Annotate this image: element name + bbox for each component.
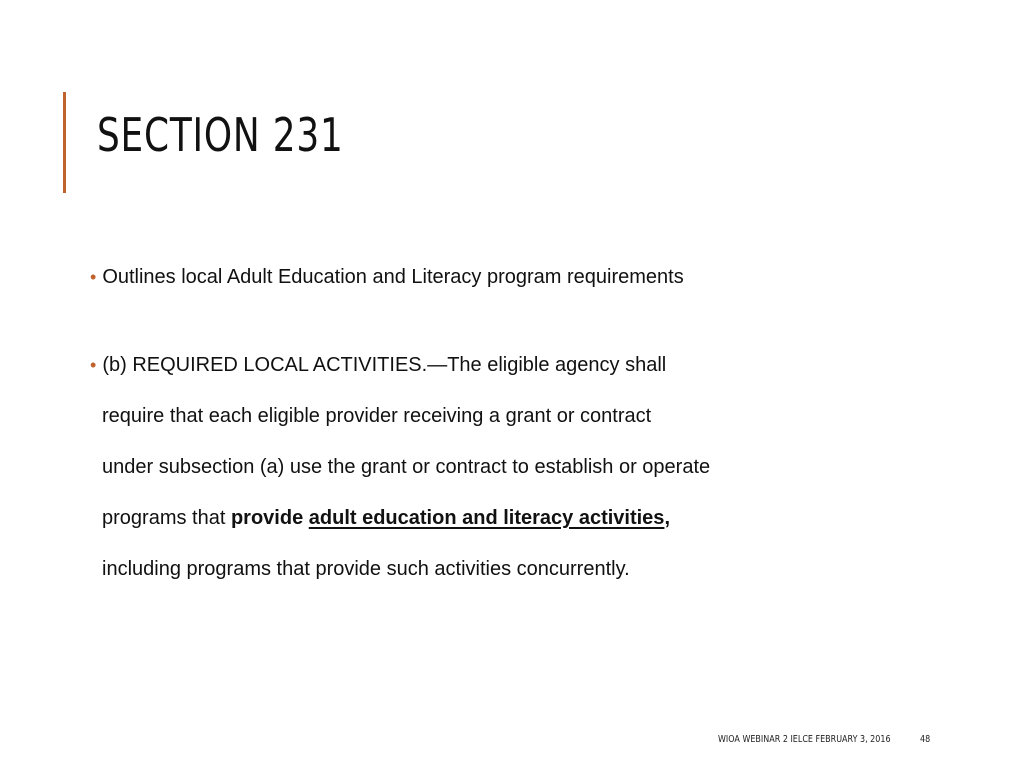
punctuation: , <box>664 507 670 529</box>
bullet-item <box>90 340 950 595</box>
bullet-text: (b) REQUIRED LOCAL ACTIVITIES.—The eligible agency shall <box>102 354 667 376</box>
bold-emphasis: provide <box>230 507 304 529</box>
bullet-line: including programs that provide such activities concurrently. <box>102 558 630 580</box>
bullet-line: under subsection (a) use the grant or contract to establish or operate <box>102 456 711 478</box>
bullet-line: require that each eligible provider receiving a grant or contract <box>102 405 652 427</box>
page-number: 48 <box>920 734 931 745</box>
bullet-item <box>90 258 950 296</box>
bullet-text: Outlines local Adult Education and Literacy program requirements <box>102 266 684 288</box>
bullet-line <box>90 340 950 391</box>
slide-title: SECTION 231 <box>97 108 344 162</box>
bullet-line <box>90 493 950 544</box>
title-accent-bar <box>63 92 66 193</box>
bullet-dot-icon: • <box>90 355 97 375</box>
underlined-emphasis: adult education and literacy activities <box>308 507 665 529</box>
footer-text: WIOA WEBINAR 2 IELCE FEBRUARY 3, 2016 <box>718 734 891 745</box>
slide-content <box>90 258 950 595</box>
bullet-text: programs that <box>102 507 231 529</box>
bullet-dot-icon: • <box>90 267 97 287</box>
